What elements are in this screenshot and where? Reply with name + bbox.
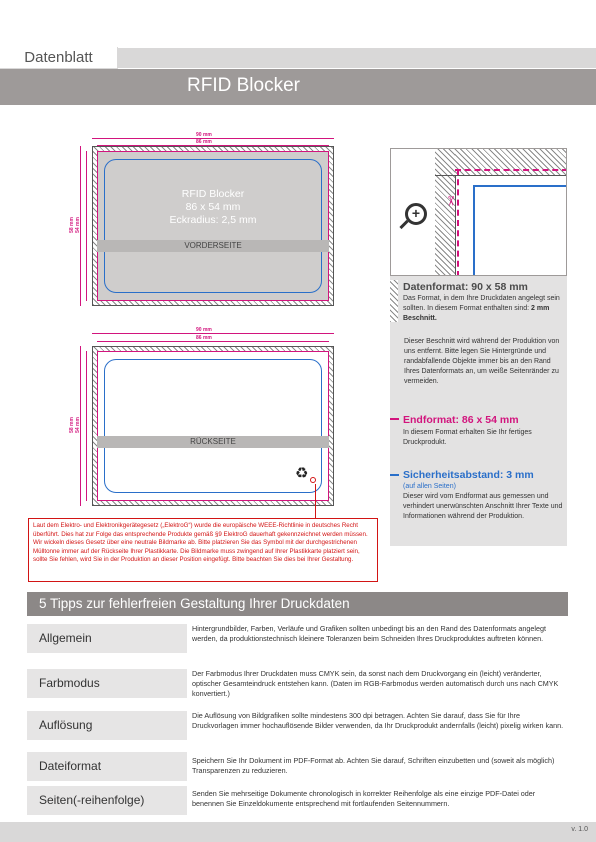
front-card-text (92, 188, 334, 227)
datenformat-text (403, 294, 563, 324)
front-dim-line-inner (97, 145, 329, 146)
front-line-2: 86 x 54 mm (185, 201, 241, 213)
tip-text-allgemein: Hintergrundbilder, Farben, Verläufe und Grafiken sollten unbedingt bis an den Rand des Datenformats angelegt werden, da produktionstechnisch kleinere Toleranzen beim Schneiden Ihres Druckproduktes auftreten können. (192, 624, 547, 643)
weee-bin-icon: ♻ (295, 465, 309, 482)
tip-label-seiten: Seiten(-reihenfolge) (27, 786, 187, 815)
back-dim-v-inner: 54 mm (74, 417, 81, 433)
info-hatch-strip (390, 280, 398, 322)
front-dim-outer: 90 mm (196, 132, 212, 138)
scissors-icon: ✂ (443, 195, 459, 207)
back-dim-v-outer: 58 mm (68, 417, 75, 433)
zoom-handle (399, 220, 408, 229)
front-dim-v-inner: 54 mm (74, 217, 81, 233)
endformat-section (403, 414, 563, 448)
front-dim-v-line-inner (86, 151, 87, 301)
weee-marker-circle (310, 477, 316, 483)
datasheet-tab (0, 47, 118, 69)
datenformat-text-1: Das Format, in dem Ihre Druckdaten angelegt sein sollten. In diesem Format enthalten sind: (403, 295, 560, 312)
back-dim-v-line-inner (86, 351, 87, 501)
detail-safe-top (473, 185, 567, 187)
footer-bar (0, 822, 596, 842)
back-side-label: RÜCKSEITE (97, 436, 329, 448)
title-band-right (306, 69, 596, 105)
front-line-3: Eckradius: 2,5 mm (169, 214, 257, 226)
datenformat-section (403, 281, 563, 324)
version-label: v. 1.0 (571, 826, 588, 833)
front-side-label: VORDERSEITE (97, 240, 329, 252)
front-card-drawing (92, 146, 334, 306)
back-dim-inner: 86 mm (196, 335, 212, 341)
front-dim-line-outer (92, 138, 334, 139)
detail-trim-top (455, 169, 567, 171)
detail-outline-left (455, 175, 456, 276)
tip-text-farbmodus: Der Farbmodus Ihrer Druckdaten muss CMYK sein, da sonst nach dem Druckvorgang ein (leicht) veränderter, optischer Gesamteindruck entstehen kann. (Daten im RGB-Farbmodus werden automatisch durch uns nach CMYK konvertiert.) (192, 669, 559, 698)
back-dim-line-outer (92, 333, 334, 334)
weee-notice-text: Laut dem Elektro- und Elektronikgerätegesetz („ElektroG“) wurde die europäische WEEE-Richtlinie in deutsches Recht überführt. Dies hat zur Folge das entsprechende Produkte gemäß §9 ElektroG dauerhaft gekennzeichnet werden müssen. Wir wickeln dieses Gesetz über eine neutrale Bildmarke ab. Bitte platzieren Sie das Symbol mit der durchgestrichenen Mülltonne immer auf der Rückseite Ihrer Plastikkarte. Die Bildmarke muss zwingend auf Ihrer Plastikkarte platziert sein, sollte Sie fehlen, wird Sie in der Produktion an dieser Position eingefügt. Bitte beachten Sie dies bei Ihrer Gestaltung. (33, 522, 368, 564)
tip-label-allgemein: Allgemein (27, 624, 187, 653)
tip-text-seiten: Senden Sie mehrseitige Dokumente chronologisch in korrekter Reihenfolge als eine einzige PDF-Datei oder benennen Sie Einzeldokumente entsprechend mit fortlaufenden Seitennummern. (192, 789, 536, 808)
sicherheit-section (403, 469, 563, 522)
endformat-text: In diesem Format erhalten Sie Ihr fertiges Druckprodukt. (403, 429, 532, 446)
back-card-drawing (92, 346, 334, 506)
datasheet-tab-label: Datenblatt (24, 49, 93, 66)
page-title: RFID Blocker (187, 75, 300, 96)
sicherheit-title: Sicherheitsabstand: 3 mm (403, 469, 534, 481)
weee-notice (28, 518, 378, 582)
tip-label-farbmodus: Farbmodus (27, 669, 187, 698)
detail-trim-left (457, 169, 459, 276)
zoom-icon: + (405, 203, 427, 225)
front-dim-inner: 86 mm (196, 139, 212, 145)
back-safe-area (104, 359, 322, 493)
front-dim-v-outer: 58 mm (68, 217, 75, 233)
tip-text-dateiformat: Speichern Sie Ihr Dokument im PDF-Format ab. Achten Sie darauf, Schriften einzubetten und (soweit als möglich) Transparenzen zu reduzieren. (192, 756, 555, 775)
sicherheit-text: Dieser wird vom Endformat aus gemessen und verhindert unerwünschten Anschnitt Ihrer Texte und Informationen während der Produktion. (403, 493, 563, 520)
tips-header (27, 592, 568, 616)
endformat-marker (390, 418, 399, 420)
beschnitt-text: Dieser Beschnitt wird während der Produktion von uns entfernt. Bitte legen Sie Hintergründe und randabfallende Objekte immer bis an den Rand Ihres Datenformats an, um weiße Seitenränder zu vermeiden. (404, 338, 560, 385)
detail-bleed-left (435, 149, 455, 276)
tip-label-dateiformat: Dateiformat (27, 752, 187, 781)
datenformat-title: Datenformat: 90 x 58 mm (403, 281, 528, 293)
detail-safe-left (473, 185, 475, 276)
sicherheit-sub: (auf allen Seiten) (403, 483, 456, 490)
detail-illustration (390, 148, 567, 276)
tips-title: 5 Tipps zur fehlerfreien Gestaltung Ihrer Druckdaten (39, 596, 350, 611)
back-dim-outer: 90 mm (196, 327, 212, 333)
tip-text-aufloesung: Die Auflösung von Bildgrafiken sollte mindestens 300 dpi betragen. Achten Sie darauf, dass Sie für Ihre Druckvorlagen immer hochauflösende Bilder verwenden, da Ihr Druckprodukt andernfalls (leicht) pixelig wirken kann. (192, 711, 564, 730)
endformat-title: Endformat: 86 x 54 mm (403, 414, 519, 426)
weee-connector (315, 484, 316, 518)
sicherheit-marker (390, 474, 399, 476)
tip-label-aufloesung: Auflösung (27, 711, 187, 740)
datenformat-bold: 2 mm Beschnitt. (403, 305, 550, 322)
front-line-1: RFID Blocker (181, 188, 245, 200)
back-dim-line-inner (97, 341, 329, 342)
